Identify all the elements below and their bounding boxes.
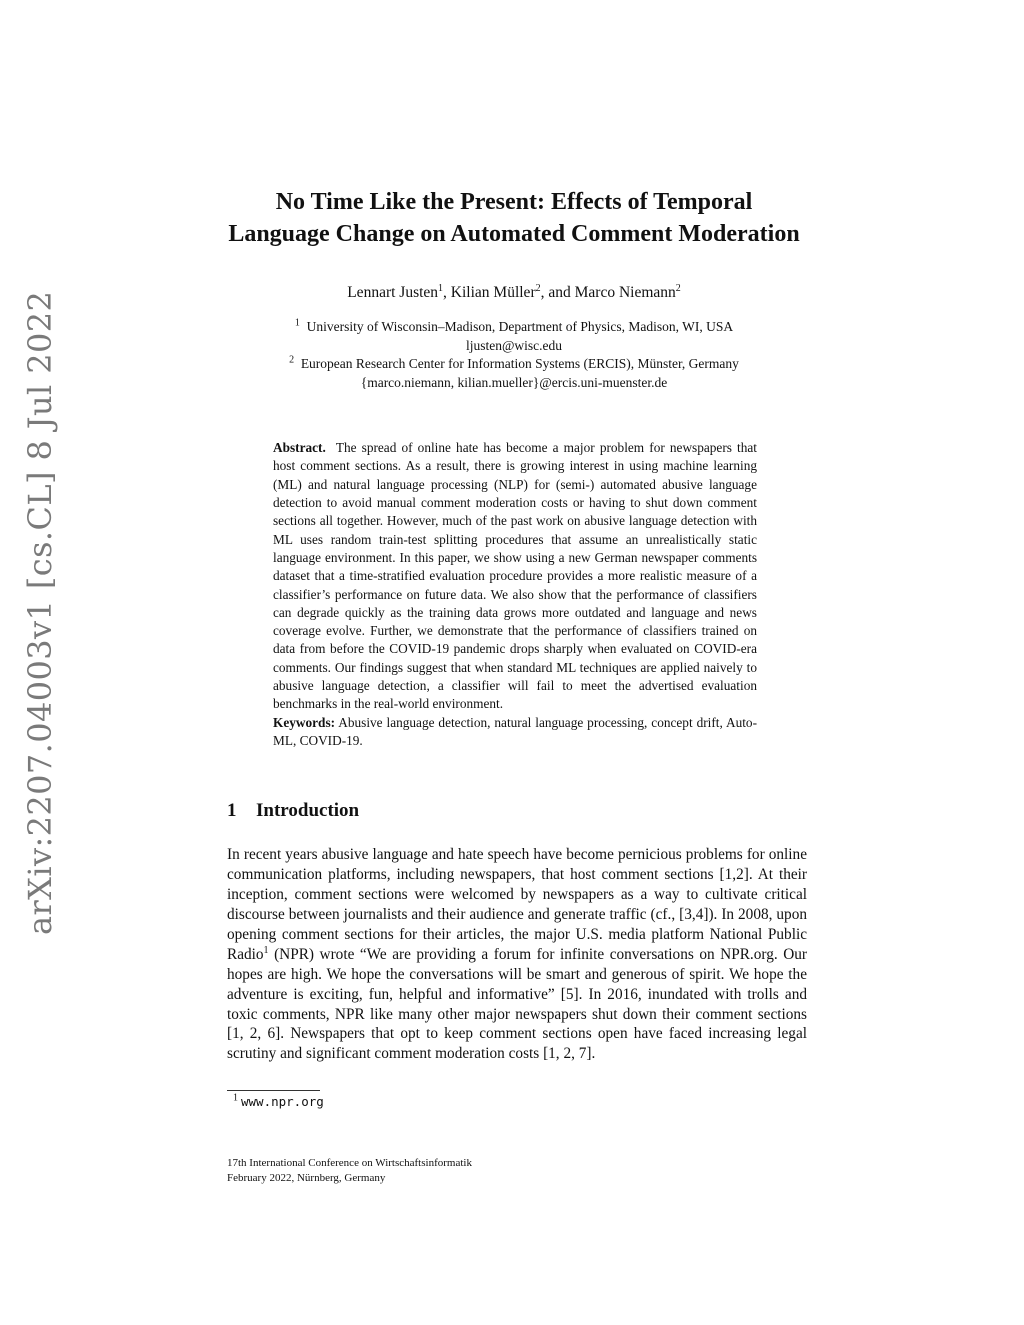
footnote-divider: [227, 1090, 320, 1091]
paper-title: [214, 186, 814, 250]
abstract-label: Abstract.: [273, 440, 326, 455]
introduction-body: [227, 845, 807, 1064]
affiliation-text: European Research Center for Information Systems (ERCIS), Münster, Germany: [300, 356, 739, 371]
affiliations: [214, 318, 814, 392]
affiliation-mark: 1: [294, 317, 300, 329]
affiliation-mark: 2: [535, 282, 541, 294]
section-number: 1: [227, 800, 237, 821]
author-separator: , and: [540, 284, 575, 301]
author-name: Marco Niemann: [574, 284, 676, 301]
author-name: Kilian Müller: [450, 284, 536, 301]
affiliation-mark: 2: [289, 354, 295, 366]
keywords-paragraph: [273, 714, 757, 751]
conference-name: 17th International Conference on Wirtschaftsinformatik: [227, 1157, 472, 1169]
body-text-part-2: (NPR) wrote “We are providing a forum for infinite conversations on NPR.org. Our hopes are high. We hope the conversations will be smart and generous of spirit. We hope the adventure is exciting, fun, helpful and informative” [5]. In 2016, inundated with trolls and toxic comments, NPR like many other major newspapers shut down their comment sections [1, 2, 6]. Newspapers that opt to keep comment sections open have faced increasing legal scrutiny and significant comment moderation costs [1, 2, 7].: [227, 945, 807, 1063]
author-list: [214, 284, 814, 302]
footnote: [233, 1094, 324, 1110]
author-email: ljusten@wisc.edu: [465, 337, 563, 353]
affiliation-mark: 1: [438, 282, 444, 294]
keywords-text: Abusive language detection, natural language processing, concept drift, Auto-ML, COVID-19.: [273, 714, 758, 748]
conference-note: [227, 1156, 472, 1185]
body-paragraph: [227, 845, 807, 1064]
conference-date-location: February 2022, Nürnberg, Germany: [227, 1171, 386, 1184]
title-line-1: No Time Like the Present: Effects of Temporal: [275, 189, 753, 215]
affiliation-text: University of Wisconsin–Madison, Department of Physics, Madison, WI, USA: [306, 319, 734, 334]
affiliation-line: [214, 318, 814, 337]
footnote-reference: 1: [263, 944, 269, 956]
abstract: [273, 439, 757, 750]
affiliation-mark: 2: [675, 282, 681, 294]
abstract-text: The spread of online hate has become a major problem for newspapers that host comment sections. As a result, there is growing interest in using machine learning (ML) and natural language processing (NLP) for (semi-) automated abusive language detection to avoid manual comment moderation costs or having to shut down comment sections all together. However, much of the past work on abusive language detection with ML uses random train-test splitting procedures that assume an unrealistically static language environment. In this paper, we show using a new German newspaper comments dataset that a time-stratified evaluation procedure provides a more realistic measure of a classifier’s performance on future data. We also show that the performance of classifiers can degrade quickly as the training data grows more outdated and language and news coverage evolve. Further, we demonstrate that the performance of classifiers trained on data from before the COVID-19 pandemic drops sharply when evaluated on COVID-era comments. Our findings suggest that when standard ML techniques are applied naively to abusive language detection, a classifier will fail to meet the advertised evaluation benchmarks in the real-world environment.: [273, 440, 757, 712]
section-heading: [227, 800, 359, 822]
author-name: Lennart Justen: [347, 284, 439, 301]
title-line-2: Language Change on Automated Comment Moderation: [228, 221, 800, 247]
author-email: {marco.niemann, kilian.mueller}@ercis.uni-muenster.de: [360, 374, 668, 390]
footnote-url: www.npr.org: [241, 1094, 324, 1109]
keywords-label: Keywords:: [273, 714, 336, 730]
section-title: Introduction: [256, 800, 360, 821]
author-separator: ,: [443, 284, 451, 301]
arxiv-identifier: arXiv:2207.04003v1 [cs.CL] 8 Jul 2022: [21, 290, 59, 935]
body-text-part-1: In recent years abusive language and hate speech have become pernicious problems for online communication platforms, including newspapers, that host comment sections [1,2]. At their inception, comment sections were welcomed by newspapers as a way to cultivate critical discourse between journalists and their audience and generate traffic (cf., [3,4]). In 2008, upon opening comment sections for their articles, the major U.S. media platform National Public Radio: [227, 846, 807, 963]
abstract-paragraph: [273, 439, 757, 714]
affiliation-line: [214, 355, 814, 374]
footnote-mark: 1: [233, 1092, 238, 1104]
